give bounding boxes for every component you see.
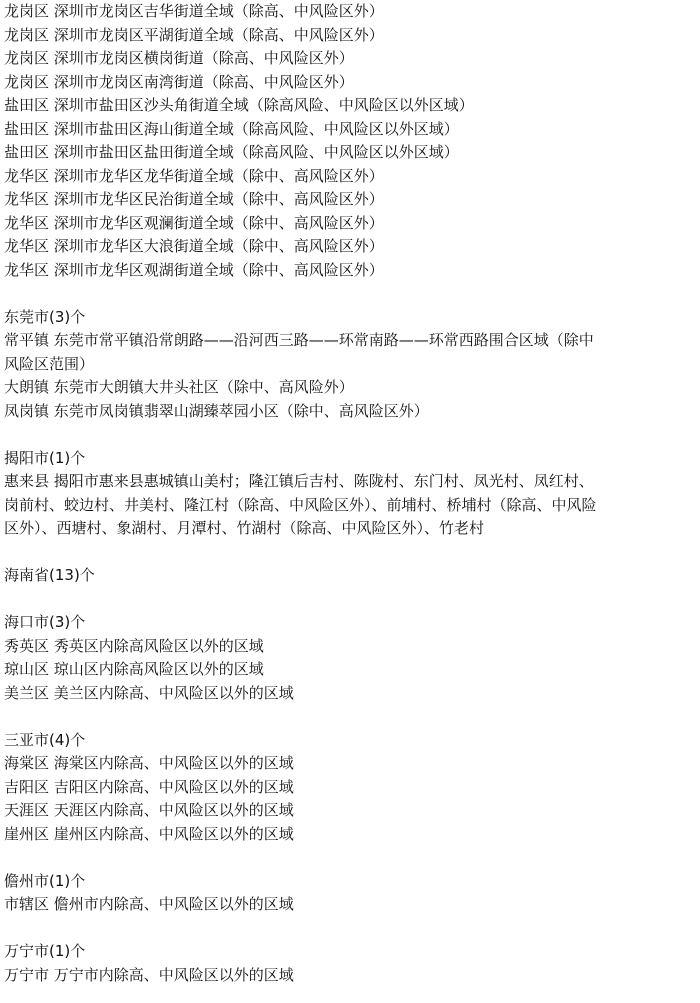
text-line: 海棠区 海棠区内除高、中风险区以外的区域 [4,754,294,772]
text-line: 市辖区 儋州市内除高、中风险区以外的区域 [4,895,294,913]
blank-line [4,423,694,447]
text-line: 崖州区 崖州区内除高、中风险区以外的区域 [4,824,294,843]
blank-line [4,588,694,612]
text-line: 儋州市(1)个 [4,871,86,890]
text-line: 龙岗区 深圳市龙岗区吉华街道全域（除高、中风险区外） [4,2,384,20]
text-line: 吉阳区 吉阳区内除高、中风险区以外的区域 [4,777,294,796]
text-line: 龙岗区 深圳市龙岗区平湖街道全域（除高、中风险区外） [4,25,384,44]
text-line: 三亚市(4)个 [4,730,86,749]
text-line: 万宁市 万宁市内除高、中风险区以外的区域 [4,965,294,984]
text-line: 秀英区 秀英区内除高风险区以外的区域 [4,636,264,655]
text-line: 风险区范围） [4,354,95,373]
text-line: 凤岗镇 东莞市凤岗镇翡翠山湖臻萃园小区（除中、高风险区外） [4,401,429,420]
blank-line [4,282,694,306]
text-line: 盐田区 深圳市盐田区沙头角街道全域（除高风险、中风险区以外区域） [4,96,474,114]
text-line: 大朗镇 东莞市大朗镇大井头社区（除中、高风险外） [4,378,354,396]
blank-line [4,705,694,729]
text-line: 龙岗区 深圳市龙岗区南湾街道（除高、中风险区外） [4,72,354,91]
text-line: 龙华区 深圳市龙华区观湖街道全域（除中、高风险区外） [4,260,384,279]
text-line: 美兰区 美兰区内除高、中风险区以外的区域 [4,683,294,702]
text-line: 天涯区 天涯区内除高、中风险区以外的区域 [4,801,294,819]
blank-line [4,846,694,870]
text-line: 琼山区 琼山区内除高风险区以外的区域 [4,660,264,678]
text-line: 岗前村、蛟边村、井美村、隆江村（除高、中风险区外）、前埔村、桥埔村（除高、中风险 [4,495,597,514]
text-line: 海南省(13)个 [4,566,95,584]
blank-line [4,541,694,565]
text-line: 龙华区 深圳市龙华区大浪街道全域（除中、高风险区外） [4,237,384,255]
text-line: 龙华区 深圳市龙华区民治街道全域（除中、高风险区外） [4,190,384,208]
text-line: 海口市(3)个 [4,613,86,631]
text-line: 龙华区 深圳市龙华区观澜街道全域（除中、高风险区外） [4,213,384,232]
text-line: 盐田区 深圳市盐田区海山街道全域（除高风险、中风险区以外区域） [4,119,459,138]
blank-line [4,917,694,941]
text-line: 龙岗区 深圳市龙岗区横岗街道（除高、中风险区外） [4,49,354,67]
text-line: 常平镇 东莞市常平镇沿常朗路——沿河西三路——环常南路——环常西路围合区域（除中 [4,331,594,349]
text-line: 盐田区 深圳市盐田区盐田街道全域（除高风险、中风险区以外区域） [4,143,459,161]
text-line: 万宁市(1)个 [4,942,86,960]
text-line: 龙华区 深圳市龙华区龙华街道全域（除中、高风险区外） [4,166,384,185]
text-line: 东莞市(3)个 [4,307,86,326]
text-line: 惠来县 揭阳市惠来县惠城镇山美村；隆江镇后吉村、陈陇村、东门村、凤光村、凤红村、 [4,472,594,490]
text-line: 揭阳市(1)个 [4,448,86,467]
text-line: 区外）、西塘村、象湖村、月潭村、竹湖村（除高、中风险区外）、竹老村 [4,519,485,537]
